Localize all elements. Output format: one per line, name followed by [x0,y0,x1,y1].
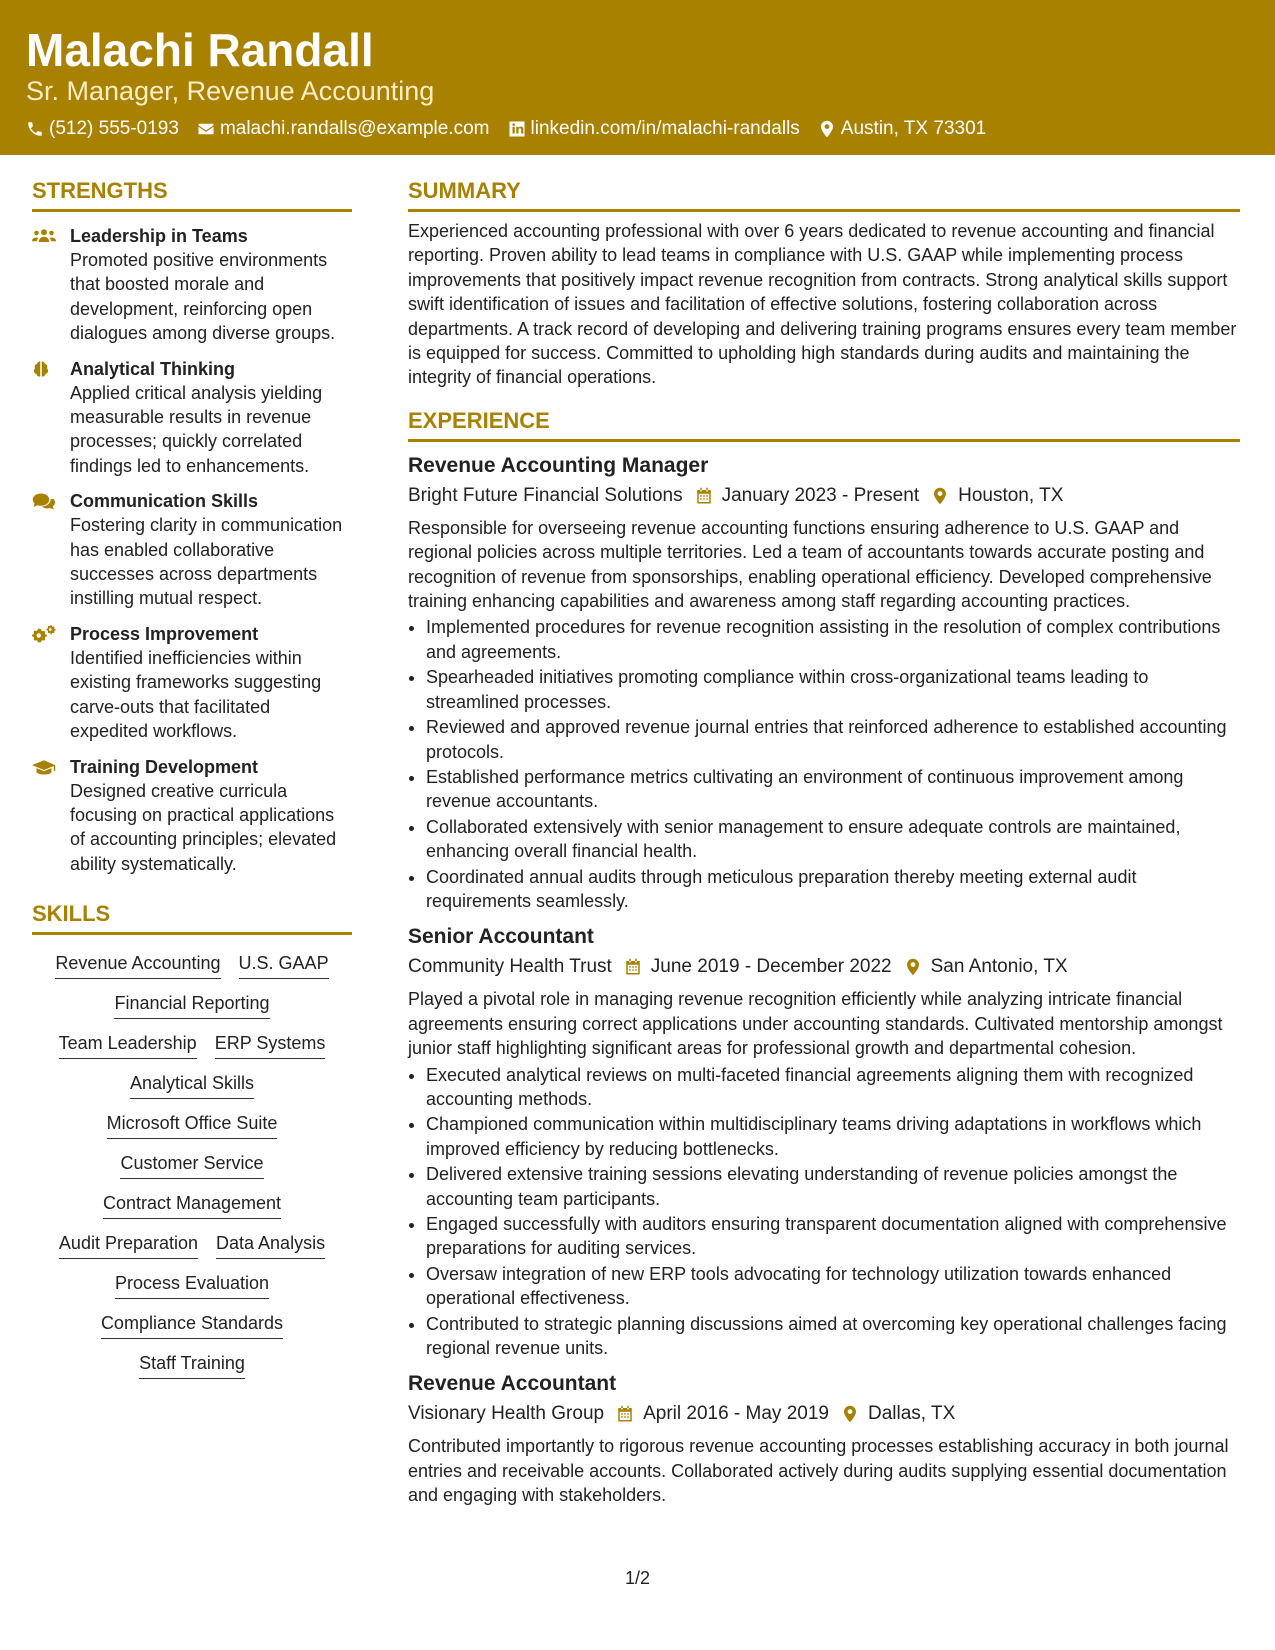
contact-phone[interactable] [26,118,179,140]
contact-email[interactable] [197,118,490,140]
strength-title: Training Development [70,756,259,777]
job-bullet: • Executed analytical reviews on multi-faceted financial agreements aligning them with recognized accounting methods. [426,1063,1240,1112]
job-bullets [408,615,1240,913]
skill-tag: Process Evaluation [115,1271,269,1299]
users-icon [32,227,56,245]
gears-icon [32,625,56,643]
skill-tag: U.S. GAAP [239,951,329,979]
job-description: Responsible for overseeing revenue accounting functions ensuring adherence to U.S. GAAP and regional policies across multiple territories. Led a team of accountants towards accurate posting and recognition of revenue from sponsorships, enabling operational efficiency. Developed comprehensive training enhancing capabilities and awareness among staff regarding accounting practices. [408,517,1212,612]
calendar-icon [616,1405,634,1423]
job-bullet: • Collaborated extensively with senior management to ensure adequate controls are maintained, enhancing overall financial health. [426,815,1240,864]
location-pin-icon [841,1405,859,1423]
skill-tag: Analytical Skills [130,1071,254,1099]
skill-tag: Audit Preparation [59,1231,198,1259]
job-entry [408,452,1240,914]
envelope-icon [197,120,215,138]
job-company: Bright Future Financial Solutions [408,484,683,506]
brain-icon [32,360,56,378]
strength-desc: Applied critical analysis yielding measurable results in revenue processes; quickly correlated findings led to enhancements. [70,382,323,476]
calendar-icon [695,487,713,505]
strengths-heading: STRENGTHS [32,176,352,212]
job-bullet: • Oversaw integration of new ERP tools advocating for technology utilization towards enhanced operational effectiveness. [426,1262,1240,1311]
contact-location [818,118,986,140]
skills-heading: SKILLS [32,899,352,935]
graduation-cap-icon [32,758,56,776]
skill-tag: Team Leadership [59,1031,197,1059]
job-description: Played a pivotal role in managing revenue recognition efficiently while analyzing intricate financial agreements ensuring correct applications under accounting standards. Cultivated mentorship amongst junior staff highlighting significant areas for professional growth and departmental cohesion. [408,989,1223,1059]
job-bullet: • Coordinated annual audits through meticulous preparation thereby meeting external audit requirements seamlessly. [426,865,1240,914]
left-column [32,176,352,1385]
job-location: Houston, TX [958,484,1064,506]
candidate-name: Malachi Randall [26,24,374,76]
strength-title: Analytical Thinking [70,358,236,379]
skill-tag: Data Analysis [216,1231,325,1259]
contact-email-text: malachi.randalls@example.com [219,118,490,139]
job-title: Senior Accountant [408,925,594,949]
job-entry [408,1370,1240,1507]
page-number: 1/2 [624,1568,651,1588]
skill-tag: Financial Reporting [114,991,269,1019]
strength-desc: Fostering clarity in communication has enabled collaborative successes across departments instilling mutual respect. [70,515,343,609]
chat-bubbles-icon [32,492,56,510]
strength-desc: Identified inefficiencies within existing frameworks suggesting carve-outs that facilitated expedited workflows. [70,647,322,742]
job-dates: January 2023 - Present [721,484,920,506]
skill-tag: Customer Service [120,1151,263,1179]
job-bullet: • Delivered extensive training sessions elevating understanding of revenue policies amongst the accounting team participants. [426,1162,1240,1211]
contact-bar [26,116,1004,142]
strength-item [32,755,352,877]
job-bullet: • Established performance metrics cultivating an environment of continuous improvement among revenue accountants. [426,765,1240,814]
job-title: Revenue Accounting Manager [408,453,709,477]
job-dates: June 2019 - December 2022 [650,956,892,978]
contact-linkedin[interactable] [508,118,800,140]
phone-icon [26,120,44,138]
strength-title: Leadership in Teams [70,226,248,246]
location-pin-icon [818,120,836,138]
job-company: Visionary Health Group [408,1403,605,1425]
job-location: San Antonio, TX [930,956,1068,978]
summary-text: Experienced accounting professional with over 6 years dedicated to revenue accounting and financial reporting. Proven ability to lead teams in compliance with U.S. GAAP while implementing process improvements that positively impact revenue recognition from contracts. Strong analytical skills support swift identification of issues and facilitation of effective solutions, fostering collaboration across departments. A track record of developing and delivering training programs ensures every team member is equipped for success. Committed to upholding high standards during audits and maintaining the integrity of financial operations. [408,221,1237,388]
job-location: Dallas, TX [867,1403,956,1425]
strength-desc: Promoted positive environments that boosted morale and development, reinforcing open dialogues among diverse groups. [70,250,336,344]
location-pin-icon [904,958,922,976]
strength-item [32,357,352,479]
strength-item [32,489,352,611]
skill-tag: Staff Training [139,1351,245,1379]
job-meta [408,1400,1240,1428]
calendar-icon [624,958,642,976]
job-bullet: • Implemented procedures for revenue recognition assisting in the resolution of complex contributions and agreements. [426,615,1240,664]
strength-title: Communication Skills [70,491,259,512]
strength-desc: Designed creative curricula focusing on practical applications of accounting principles; elevated ability systematically. [70,780,337,874]
strength-item [32,622,352,744]
strength-item [32,224,352,346]
job-bullet: • Championed communication within multidisciplinary teams driving adaptations in workflows which improved efficiency by reducing bottlenecks. [426,1112,1240,1161]
job-bullet: • Reviewed and approved revenue journal entries that reinforced adherence to established accounting protocols. [426,715,1240,764]
contact-phone-text: (512) 555-0193 [49,118,179,139]
job-description: Contributed importantly to rigorous revenue accounting processes establishing accuracy in both journal entries and receivable accounts. Collaborated actively during audits supplying essential documentation and engaging with stakeholders. [408,1436,1229,1506]
job-company: Community Health Trust [408,956,612,978]
skill-tag: Microsoft Office Suite [107,1111,278,1139]
experience-heading: EXPERIENCE [408,406,1240,442]
strengths-list [32,224,352,876]
right-column [408,176,1240,1508]
job-title: Revenue Accountant [408,1372,617,1396]
job-bullets [408,1063,1240,1361]
candidate-title: Sr. Manager, Revenue Accounting [26,76,435,106]
strength-title: Process Improvement [70,623,259,644]
job-entry [408,923,1240,1360]
skill-tag: Compliance Standards [101,1311,283,1339]
job-bullet: • Contributed to strategic planning discussions aimed at overcoming key operational challenges facing regional revenue units. [426,1312,1240,1361]
contact-linkedin-text: linkedin.com/in/malachi-randalls [530,118,800,139]
resume-header [0,0,1275,155]
skill-tag: Contract Management [103,1191,281,1219]
skill-tag: Revenue Accounting [55,951,220,979]
skills-list [32,945,352,1385]
job-bullet: • Engaged successfully with auditors ensuring transparent documentation aligned with comprehensive preparations for auditing services. [426,1212,1240,1261]
job-dates: April 2016 - May 2019 [643,1403,829,1425]
summary-heading: SUMMARY [408,176,1240,212]
skill-tag: ERP Systems [215,1031,326,1059]
job-meta [408,953,1240,981]
contact-location-text: Austin, TX 73301 [840,118,987,139]
location-pin-icon [931,487,949,505]
job-bullet: • Spearheaded initiatives promoting compliance within cross-organizational teams leading to streamlined processes. [426,665,1240,714]
job-meta [408,482,1240,510]
linkedin-icon [508,120,526,138]
